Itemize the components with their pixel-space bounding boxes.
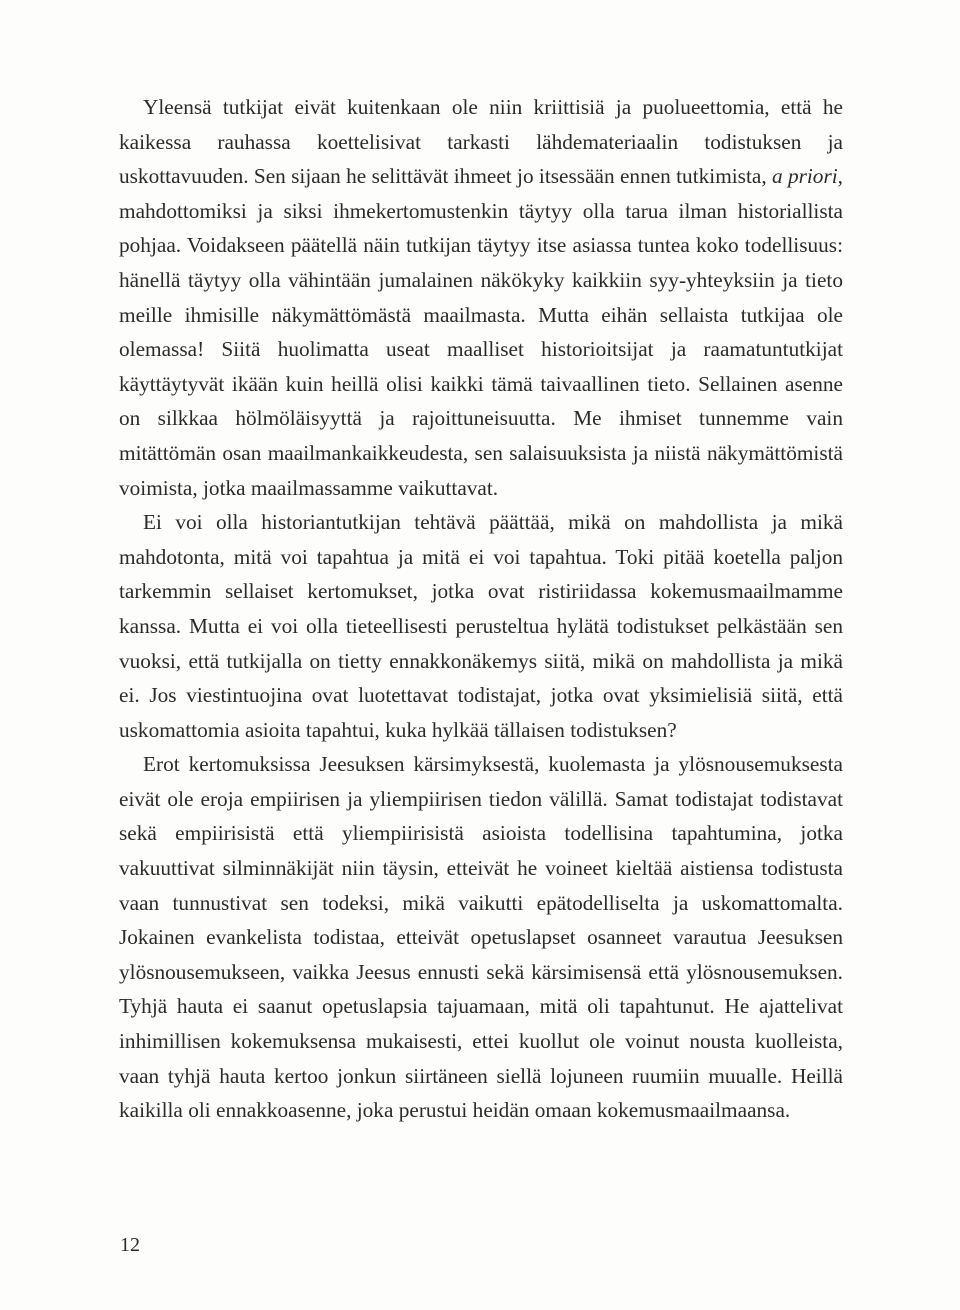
paragraph-2: Ei voi olla historiantutkijan tehtävä päättää, mikä on mahdollista ja mikä mahdotonta, mitä voi tapahtua ja mitä ei voi tapahtua. Toki pitää koetella paljon tarkemmin sellaiset kertomukset, jotka ovat ristiriidassa kokemusmaailmamme kanssa. Mutta ei voi olla tieteellisesti perusteltua hylätä todistukset pelkästään sen vuoksi, että tutkijalla on tietty ennakkonäkemys siitä, mikä on mahdollista ja mikä ei. Jos viestintuojina ovat luotettavat todistajat, jotka ovat yksimielisiä siitä, että uskomattomia asioita tapahtui, kuka hylkää tällaisen todistuksen? <box>119 510 843 742</box>
paragraph-1 <box>119 90 843 505</box>
paragraph-1-part-2: , mahdottomiksi ja siksi ihmekertomustenkin täytyy olla tarua ilman historiallista pohjaa. Voidakseen päätellä näin tutkijan täytyy itse asiassa tuntea koko todellisuus: hänellä täytyy olla vähintään jumalainen näkökyky kaikkiin syy-yhteyksiin ja tieto meille ihmisille näkymättömästä maailmasta. Mutta eihän sellaista tutkijaa ole olemassa! Siitä huolimatta useat maalliset historioitsijat ja raamatuntutkijat käyttäytyvät ikään kuin heillä olisi kaikki tämä taivaallinen tieto. Sellainen asenne on silkkaa hölmöläisyyttä ja rajoittuneisuutta. Me ihmiset tunnemme vain mitättömän osan maailmankaikkeudesta, sen salaisuuksista ja niistä näkymättömistä voimista, jotka maailmassamme vaikuttavat. <box>119 164 843 500</box>
paragraph-1-part-1: Yleensä tutkijat eivät kuitenkaan ole niin kriittisiä ja puolueettomia, että he kaikessa rauhassa koettelisivat tarkasti lähdemateriaalin todistuksen ja uskottavuuden. Sen sijaan he selittävät ihmeet jo itsessään ennen tutkimista, <box>119 95 843 189</box>
italic-phrase: a priori <box>771 164 838 189</box>
paragraph-3: Erot kertomuksissa Jeesuksen kärsimyksestä, kuolemasta ja ylösnousemuksesta eivät ole eroja empiirisen ja yliempiirisen tiedon välillä. Samat todistajat todistavat sekä empiirisistä että yliempiirisistä asioista todellisina tapahtumina, jotka vakuuttivat silminnäkijät niin täysin, etteivät he voineet kieltää aistiensa todistusta vaan tunnustivat sen todeksi, mikä vaikutti epätodelliselta ja uskomattomalta. Jokainen evankelista todistaa, etteivät opetuslapset osanneet varautua Jeesuksen ylösnousemukseen, vaikka Jeesus ennusti sekä kärsimisensä että ylösnousemuksen. Tyhjä hauta ei saanut opetuslapsia tajuamaan, mitä oli tapahtunut. He ajattelivat inhimillisen kokemuksensa mukaisesti, ettei kuollut ole voinut nousta kuolleista, vaan tyhjä hauta kertoo jonkun siirtäneen siellä lojuneen ruumiin muualle. Heillä kaikilla oli ennakkoasenne, joka perustui heidän omaan kokemusmaailmaansa. <box>119 752 843 1123</box>
page-number: 12 <box>120 1234 140 1256</box>
body-text <box>119 90 843 1128</box>
